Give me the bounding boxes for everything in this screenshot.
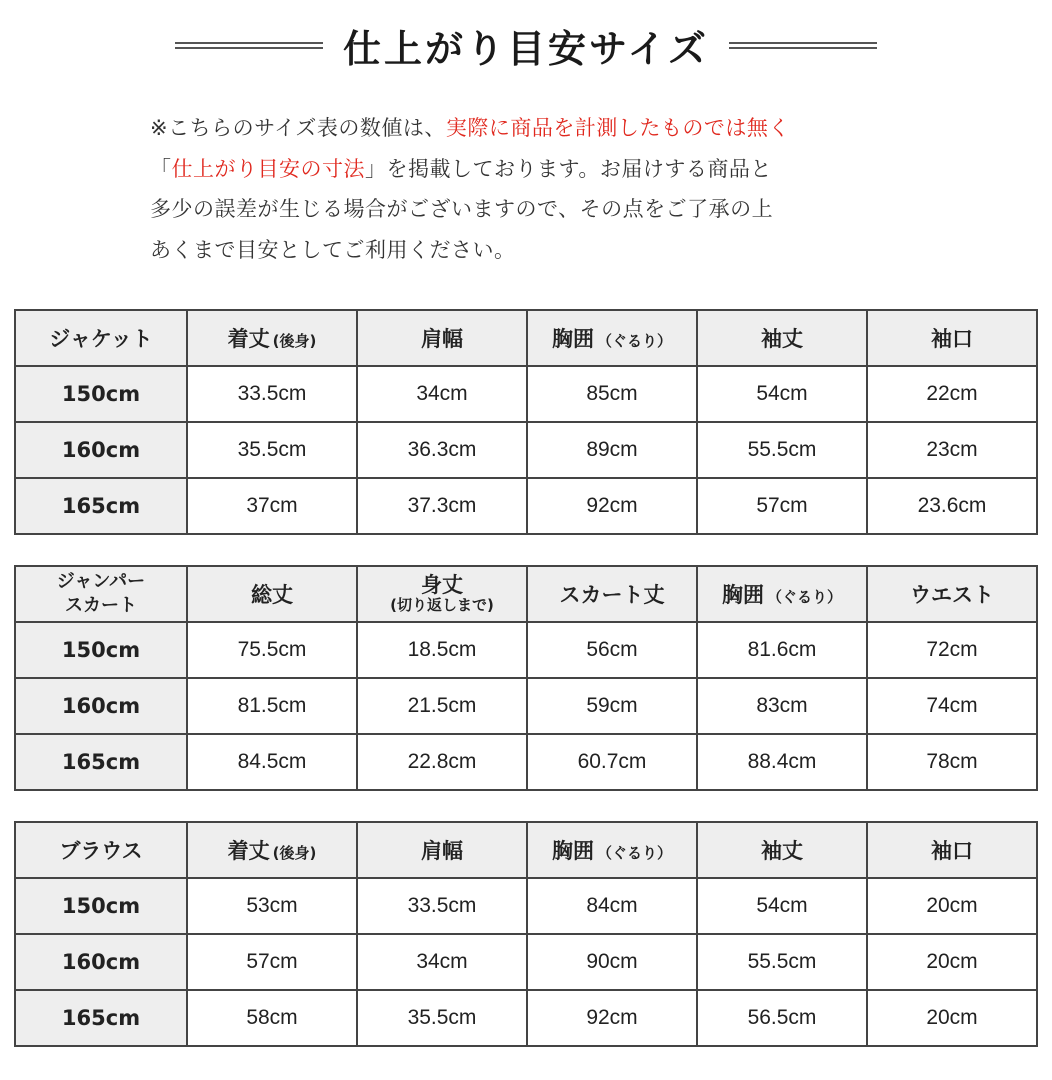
size-label: 165cm xyxy=(15,734,187,790)
table-cell: 23cm xyxy=(867,422,1037,478)
jacket-size-table xyxy=(14,309,1038,535)
table-cell: 78cm xyxy=(867,734,1037,790)
table-cell: 55.5cm xyxy=(697,934,867,990)
table-cell: 35.5cm xyxy=(357,990,527,1046)
table-cell: 72cm xyxy=(867,622,1037,678)
column-header: ウエスト xyxy=(867,566,1037,622)
notice-highlight: 仕上がり目安の寸法 xyxy=(171,156,365,181)
column-header: 総丈 xyxy=(187,566,357,622)
jumper-skirt-size-table xyxy=(14,565,1038,791)
size-label: 165cm xyxy=(15,478,187,534)
table-cell: 55.5cm xyxy=(697,422,867,478)
table-cell: 34cm xyxy=(357,934,527,990)
table-cell: 84cm xyxy=(527,878,697,934)
column-header: 胸囲 （ぐるり） xyxy=(697,566,867,622)
table-cell: 57cm xyxy=(187,934,357,990)
title-rule-left xyxy=(175,42,323,49)
table-cell: 36.3cm xyxy=(357,422,527,478)
garment-label: ブラウス xyxy=(15,822,187,878)
table-cell: 22.8cm xyxy=(357,734,527,790)
column-header: 着丈 (後身) xyxy=(187,822,357,878)
table-row xyxy=(15,478,1037,534)
column-header: 袖丈 xyxy=(697,310,867,366)
size-notice xyxy=(150,108,930,270)
table-cell: 35.5cm xyxy=(187,422,357,478)
table-cell: 75.5cm xyxy=(187,622,357,678)
table-row xyxy=(15,422,1037,478)
table-cell: 88.4cm xyxy=(697,734,867,790)
table-cell: 92cm xyxy=(527,990,697,1046)
table-cell: 89cm xyxy=(527,422,697,478)
column-header: スカート丈 xyxy=(527,566,697,622)
size-label: 150cm xyxy=(15,622,187,678)
table-row xyxy=(15,734,1037,790)
column-header: 胸囲 （ぐるり） xyxy=(527,822,697,878)
size-label: 150cm xyxy=(15,366,187,422)
size-label: 160cm xyxy=(15,934,187,990)
table-cell: 74cm xyxy=(867,678,1037,734)
table-header-row xyxy=(15,822,1037,878)
table-cell: 81.5cm xyxy=(187,678,357,734)
page-title: 仕上がり目安サイズ xyxy=(343,26,709,71)
table-cell: 85cm xyxy=(527,366,697,422)
notice-text: 」を掲載しております。お届けする商品と xyxy=(365,156,772,181)
notice-line-3: 多少の誤差が生じる場合がございますので、その点をご了承の上 xyxy=(150,197,774,221)
table-cell: 33.5cm xyxy=(357,878,527,934)
table-cell: 59cm xyxy=(527,678,697,734)
column-header: 胸囲 （ぐるり） xyxy=(527,310,697,366)
table-cell: 53cm xyxy=(187,878,357,934)
column-header: 肩幅 xyxy=(357,310,527,366)
table-cell: 33.5cm xyxy=(187,366,357,422)
notice-highlight: 実際に商品を計測したものでは無く xyxy=(445,116,790,140)
size-label: 165cm xyxy=(15,990,187,1046)
table-row xyxy=(15,678,1037,734)
table-header-row xyxy=(15,310,1037,366)
table-cell: 37cm xyxy=(187,478,357,534)
table-row xyxy=(15,366,1037,422)
column-header: 肩幅 xyxy=(357,822,527,878)
size-label: 160cm xyxy=(15,422,187,478)
table-cell: 92cm xyxy=(527,478,697,534)
table-header-row xyxy=(15,566,1037,622)
column-header: 袖口 xyxy=(867,822,1037,878)
blouse-size-table xyxy=(14,821,1038,1047)
table-cell: 23.6cm xyxy=(867,478,1037,534)
table-cell: 54cm xyxy=(697,366,867,422)
size-label: 150cm xyxy=(15,878,187,934)
table-row xyxy=(15,622,1037,678)
garment-label: ジャケット xyxy=(15,310,187,366)
table-cell: 37.3cm xyxy=(357,478,527,534)
title-rule-right xyxy=(729,42,877,49)
notice-line-2 xyxy=(150,149,930,190)
column-header: 身丈 (切り返しまで) xyxy=(357,566,527,622)
table-cell: 56cm xyxy=(527,622,697,678)
notice-line-1 xyxy=(150,108,930,149)
column-header: 袖丈 xyxy=(697,822,867,878)
table-cell: 34cm xyxy=(357,366,527,422)
table-cell: 20cm xyxy=(867,878,1037,934)
table-cell: 84.5cm xyxy=(187,734,357,790)
table-cell: 58cm xyxy=(187,990,357,1046)
table-cell: 81.6cm xyxy=(697,622,867,678)
size-label: 160cm xyxy=(15,678,187,734)
table-cell: 22cm xyxy=(867,366,1037,422)
notice-line-4: あくまで目安としてご利用ください。 xyxy=(150,237,516,262)
column-header: 袖口 xyxy=(867,310,1037,366)
title-row xyxy=(0,14,1052,76)
table-cell: 83cm xyxy=(697,678,867,734)
notice-text: ※こちらのサイズ表の数値は、 xyxy=(150,116,446,140)
table-cell: 20cm xyxy=(867,990,1037,1046)
table-cell: 90cm xyxy=(527,934,697,990)
table-cell: 18.5cm xyxy=(357,622,527,678)
table-cell: 57cm xyxy=(697,478,867,534)
table-cell: 60.7cm xyxy=(527,734,697,790)
table-cell: 54cm xyxy=(697,878,867,934)
table-cell: 56.5cm xyxy=(697,990,867,1046)
notice-bracket: 「 xyxy=(150,156,172,181)
garment-label: ジャンパー スカート xyxy=(15,566,187,622)
table-row xyxy=(15,878,1037,934)
table-cell: 20cm xyxy=(867,934,1037,990)
table-row xyxy=(15,934,1037,990)
table-row xyxy=(15,990,1037,1046)
table-cell: 21.5cm xyxy=(357,678,527,734)
column-header: 着丈 (後身) xyxy=(187,310,357,366)
